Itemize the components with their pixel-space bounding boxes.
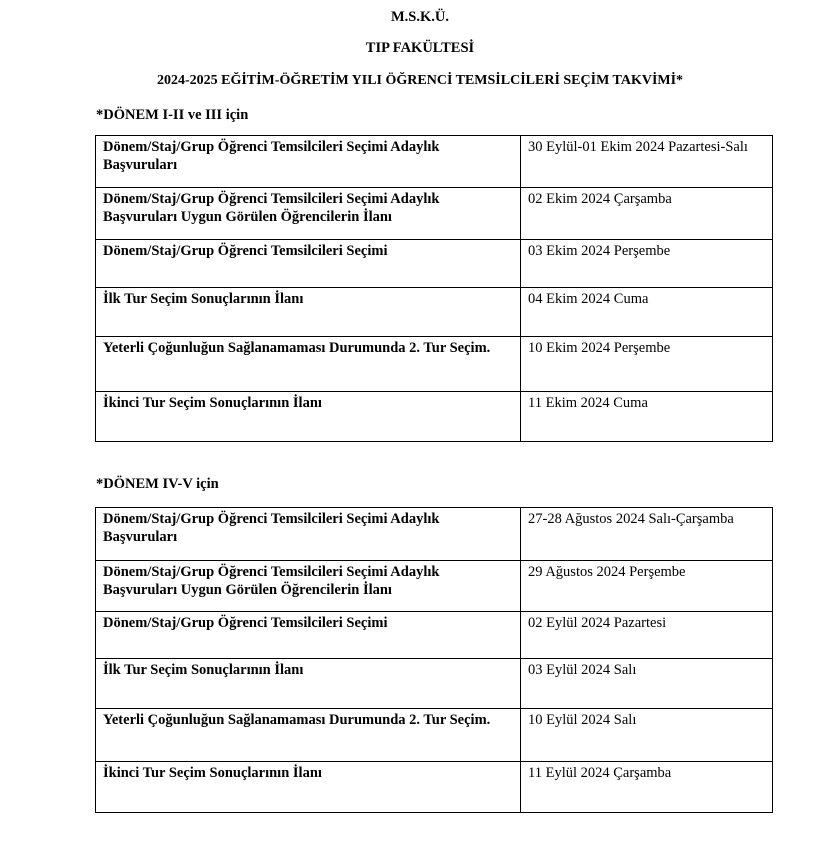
event-cell: Dönem/Staj/Grup Öğrenci Temsilcileri Seçimi Adaylık Başvuruları Uygun Görülen Öğrencilerin İlanı — [96, 561, 521, 612]
date-cell: 11 Ekim 2024 Cuma — [521, 392, 773, 442]
event-cell: Yeterli Çoğunluğun Sağlanamaması Durumunda 2. Tur Seçim. — [96, 709, 521, 762]
university-name: M.S.K.Ü. — [391, 9, 449, 25]
date-cell: 11 Eylül 2024 Çarşamba — [521, 762, 773, 813]
schedule-table-donem-1-3 — [95, 135, 773, 442]
date-cell: 29 Ağustos 2024 Perşembe — [521, 561, 773, 612]
table-row — [96, 612, 773, 659]
event-cell: Yeterli Çoğunluğun Sağlanamaması Durumunda 2. Tur Seçim. — [96, 337, 521, 392]
table-row — [96, 659, 773, 709]
event-cell: İkinci Tur Seçim Sonuçlarının İlanı — [96, 762, 521, 813]
date-cell: 10 Eylül 2024 Salı — [521, 709, 773, 762]
document-title: 2024-2025 EĞİTİM-ÖĞRETİM YILI ÖĞRENCİ TEMSİLCİLERİ SEÇİM TAKVİMİ* — [156, 73, 684, 88]
faculty-name: TIP FAKÜLTESİ — [365, 40, 475, 56]
date-cell: 02 Eylül 2024 Pazartesi — [521, 612, 773, 659]
event-cell: Dönem/Staj/Grup Öğrenci Temsilcileri Seçimi — [96, 240, 521, 288]
table-row — [96, 337, 773, 392]
date-cell: 30 Eylül-01 Ekim 2024 Pazartesi-Salı — [521, 136, 773, 188]
table-row — [96, 240, 773, 288]
event-cell: Dönem/Staj/Grup Öğrenci Temsilcileri Seçimi Adaylık Başvuruları Uygun Görülen Öğrencilerin İlanı — [96, 188, 521, 240]
event-cell: Dönem/Staj/Grup Öğrenci Temsilcileri Seçimi Adaylık Başvuruları — [96, 508, 521, 561]
date-cell: 03 Eylül 2024 Salı — [521, 659, 773, 709]
table-row — [96, 188, 773, 240]
table-row — [96, 762, 773, 813]
event-cell: İlk Tur Seçim Sonuçlarının İlanı — [96, 288, 521, 337]
date-cell: 27-28 Ağustos 2024 Salı-Çarşamba — [521, 508, 773, 561]
date-cell: 04 Ekim 2024 Cuma — [521, 288, 773, 337]
table-row — [96, 561, 773, 612]
table-row — [96, 392, 773, 442]
date-cell: 10 Ekim 2024 Perşembe — [521, 337, 773, 392]
date-cell: 03 Ekim 2024 Perşembe — [521, 240, 773, 288]
table-row — [96, 288, 773, 337]
section-heading-donem-4-5: *DÖNEM IV-V için — [96, 476, 219, 492]
date-cell: 02 Ekim 2024 Çarşamba — [521, 188, 773, 240]
event-cell: İlk Tur Seçim Sonuçlarının İlanı — [96, 659, 521, 709]
table-row — [96, 709, 773, 762]
table-row — [96, 136, 773, 188]
schedule-table-donem-4-5 — [95, 507, 773, 813]
table-row — [96, 508, 773, 561]
section-heading-donem-1-3: *DÖNEM I-II ve III için — [96, 107, 249, 123]
event-cell: İkinci Tur Seçim Sonuçlarının İlanı — [96, 392, 521, 442]
event-cell: Dönem/Staj/Grup Öğrenci Temsilcileri Seçimi — [96, 612, 521, 659]
event-cell: Dönem/Staj/Grup Öğrenci Temsilcileri Seçimi Adaylık Başvuruları — [96, 136, 521, 188]
